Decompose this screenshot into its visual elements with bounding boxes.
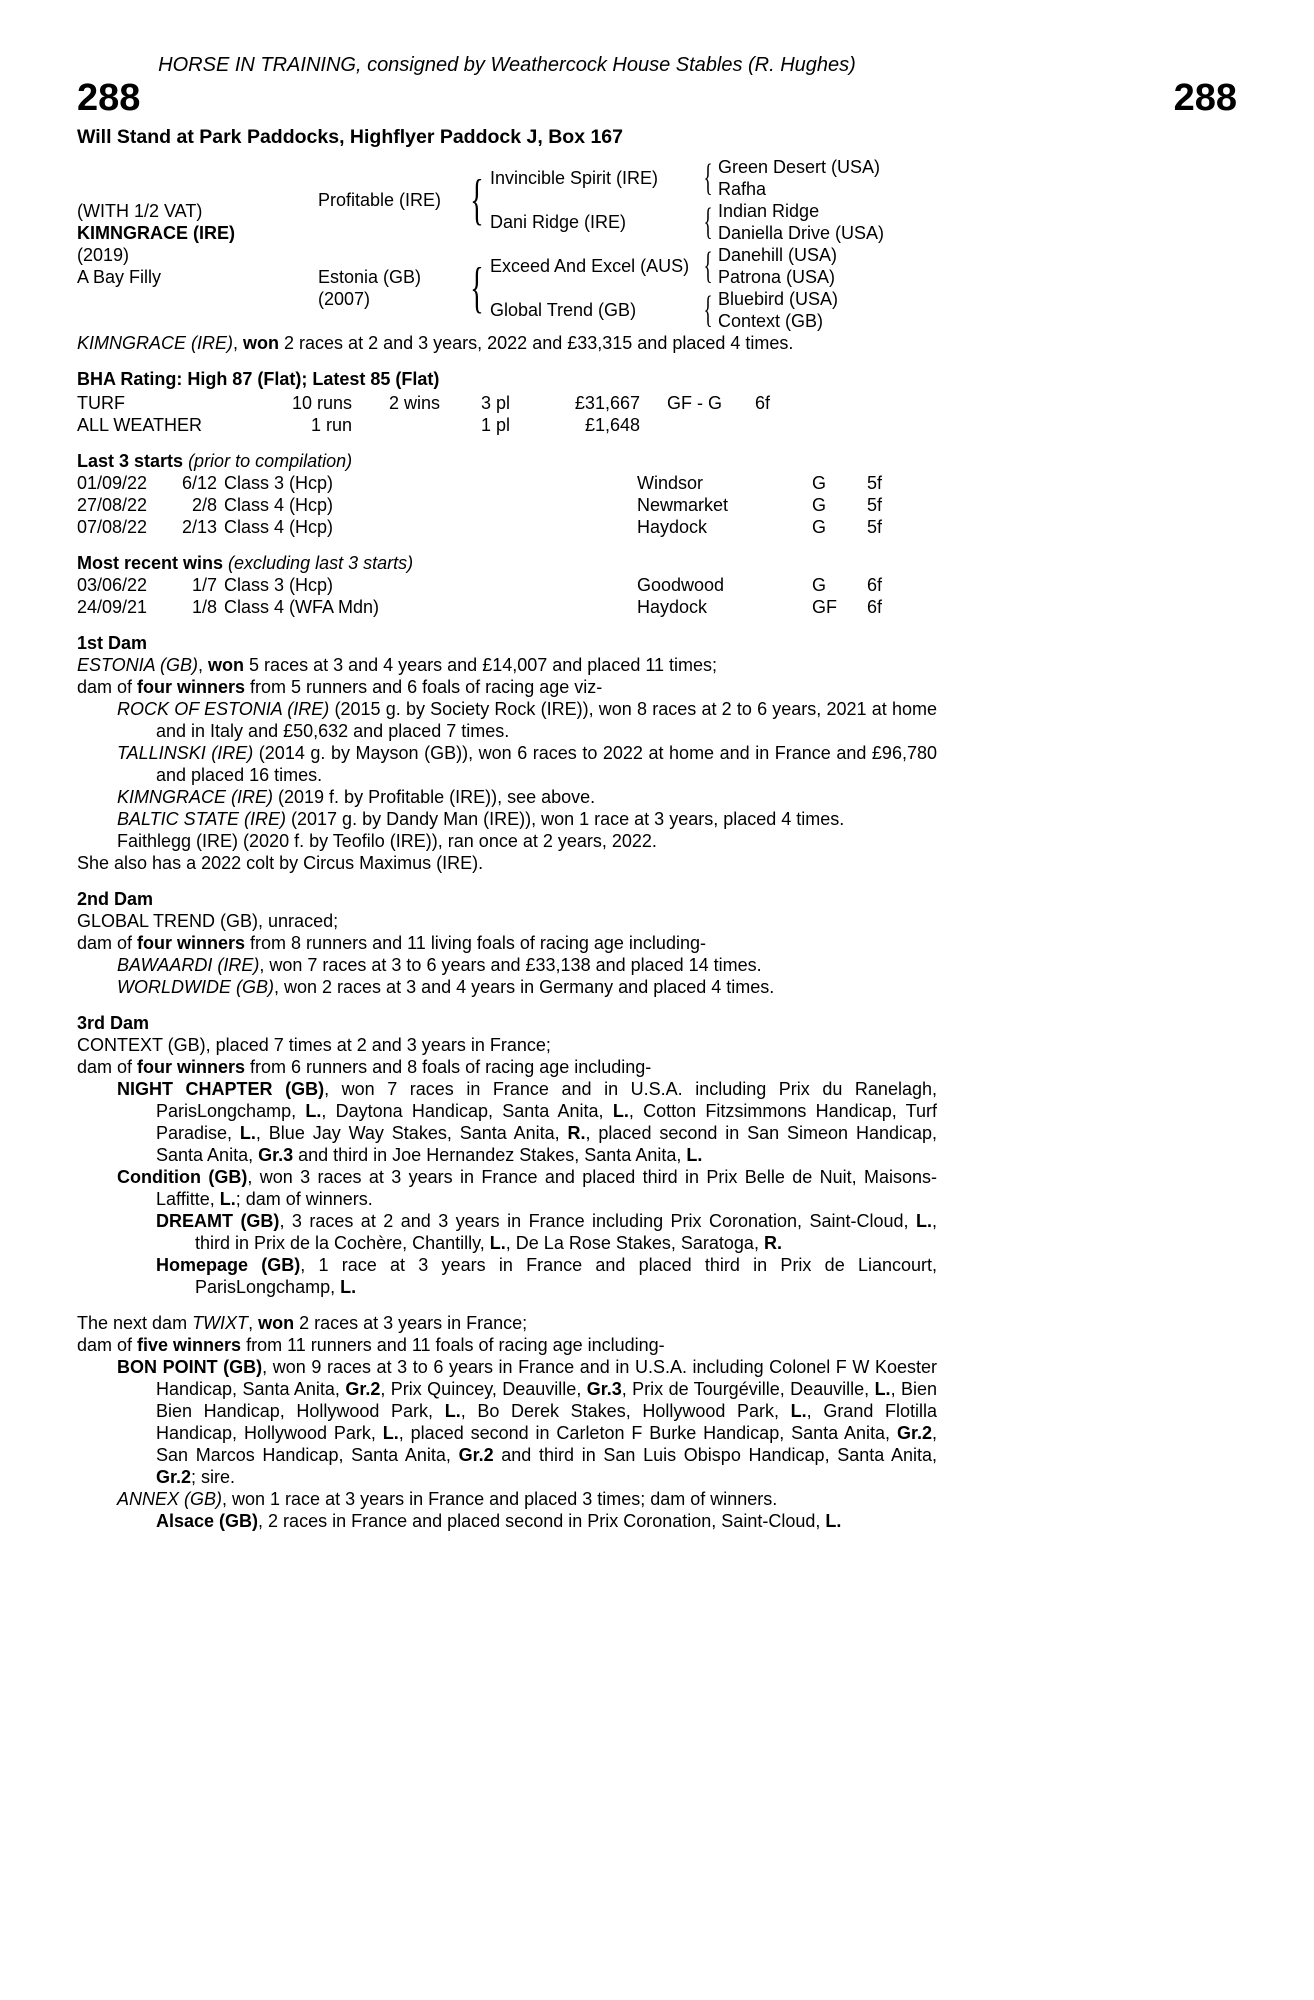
- race-class: Class 4 (WFA Mdn): [224, 597, 380, 617]
- stand-location: Will Stand at Park Paddocks, Highflyer Paddock J, Box 167: [77, 126, 623, 148]
- race-position: 1/8: [191, 597, 217, 617]
- race-distance: 5f: [867, 517, 883, 537]
- dam-race-record: CONTEXT (GB), placed 7 times at 2 and 3 years in France;: [77, 1035, 551, 1055]
- race-course: Haydock: [637, 517, 708, 537]
- progeny-entry: Condition (GB), won 3 races at 3 years in France and placed third in Prix Belle de Nuit, Maisons-Laffitte, L.; dam of winners.: [117, 1167, 937, 1209]
- great-grandparent-name: Daniella Drive (USA): [718, 223, 885, 243]
- record-runs: 1 run: [310, 415, 352, 435]
- race-record-table: [77, 392, 937, 436]
- progeny-entry: BAWAARDI (IRE), won 7 races at 3 to 6 years and £33,138 and placed 14 times.: [117, 955, 762, 975]
- race-course: Windsor: [637, 473, 704, 493]
- dam-race-record: GLOBAL TREND (GB), unraced;: [77, 911, 339, 931]
- great-grandparents: [718, 244, 937, 288]
- race-distance: 5f: [867, 495, 883, 515]
- progeny-entry: KIMNGRACE (IRE) (2019 f. by Profitable (IRE)), see above.: [117, 787, 596, 807]
- grandparent-branch: [490, 156, 937, 200]
- lot-row: [77, 78, 1237, 118]
- race-date: 03/06/22: [77, 575, 148, 595]
- progeny-entry: ROCK OF ESTONIA (IRE) (2015 g. by Society Rock (IRE)), won 8 races at 2 to 6 years, 2021 at home and in Italy and £50,632 and placed 7 times.: [117, 699, 937, 741]
- race-going: G: [812, 575, 827, 595]
- great-grandparent-name: Context (GB): [718, 311, 824, 331]
- race-class: Class 3 (Hcp): [224, 575, 334, 595]
- dam-note: She also has a 2022 colt by Circus Maximus (IRE).: [77, 853, 484, 873]
- recent-wins-table: [77, 574, 937, 618]
- dam-year-text: (2007): [318, 289, 371, 309]
- next-dam-section: [77, 1312, 937, 1532]
- great-grandparent-name: Indian Ridge: [718, 201, 820, 221]
- horse-name: KIMNGRACE (IRE): [77, 223, 235, 243]
- brace-icon: [703, 203, 713, 241]
- progeny-entry: BALTIC STATE (IRE) (2017 g. by Dandy Man (IRE)), won 1 race at 3 years, placed 4 times.: [117, 809, 845, 829]
- record-places: 3 pl: [480, 393, 510, 413]
- dam-branch: [318, 244, 937, 332]
- third-dam-heading: 3rd Dam: [77, 1013, 150, 1033]
- dam-produce-intro: dam of four winners from 8 runners and 11 living foals of racing age including-: [77, 933, 706, 953]
- progeny-entry: NIGHT CHAPTER (GB), won 7 races in France and in U.S.A. including Prix du Ranelagh, ParisLongchamp, L., Daytona Handicap, Santa Anita, L., Cotton Fitzsimmons Handicap, Turf Paradise, L., Blue Jay Way Stakes, Santa Anita, R., placed second in San Simeon Handicap, Santa Anita, Gr.3 and third in Joe Hernandez Stakes, Santa Anita, L.: [117, 1079, 937, 1165]
- race-distance: 6f: [867, 575, 883, 595]
- race-position: 1/7: [191, 575, 217, 595]
- sire-name: [318, 189, 464, 211]
- progeny-entry: BON POINT (GB), won 9 races at 3 to 6 years in France and in U.S.A. including Colonel F W Koester Handicap, Santa Anita, Gr.2, Prix Quincey, Deauville, Gr.3, Prix de Tourgéville, Deauville, L., Bien Bien Handicap, Hollywood Park, L., Bo Derek Stakes, Hollywood Park, L., Grand Flotilla Handicap, Hollywood Park, L., placed second in Carleton F Burke Handicap, Santa Anita, Gr.2, San Marcos Handicap, Santa Anita, Gr.2 and third in San Luis Obispo Handicap, Santa Anita, Gr.2; sire.: [117, 1357, 937, 1487]
- record-distance: [755, 414, 807, 436]
- race-position: 6/12: [181, 473, 217, 493]
- recent-wins-section: [77, 552, 937, 618]
- great-grandparents: [718, 156, 937, 200]
- progeny-entry: TALLINSKI (IRE) (2014 g. by Mayson (GB)), won 6 races to 2022 at home and in France and £96,780 and placed 16 times.: [117, 743, 937, 785]
- record-going: [640, 414, 755, 436]
- race-summary: KIMNGRACE (IRE), won 2 races at 2 and 3 years, 2022 and £33,315 and placed 4 times.: [77, 333, 794, 353]
- race-course: Goodwood: [637, 575, 725, 595]
- record-going: GF - G: [667, 393, 722, 413]
- grandparent-branch: [490, 200, 937, 244]
- recent-wins-heading: Most recent wins (excluding last 3 starts): [77, 553, 414, 573]
- record-earnings: £1,648: [584, 415, 640, 435]
- race-date: 24/09/21: [77, 597, 148, 617]
- first-dam-heading: 1st Dam: [77, 633, 148, 653]
- first-dam-section: [77, 632, 937, 874]
- race-going: G: [812, 517, 827, 537]
- grandparent-name: Dani Ridge (IRE): [490, 212, 627, 232]
- dam-race-record: ESTONIA (GB), won 5 races at 3 and 4 years and £14,007 and placed 11 times;: [77, 655, 718, 675]
- record-wins: [352, 414, 440, 436]
- record-wins: 2 wins: [388, 393, 440, 413]
- race-class: Class 3 (Hcp): [224, 473, 334, 493]
- brace-icon: [703, 291, 713, 329]
- record-earnings: £31,667: [574, 393, 640, 413]
- brace-icon: [471, 172, 484, 228]
- third-dam-section: [77, 1012, 937, 1298]
- last-starts-heading: Last 3 starts (prior to compilation): [77, 451, 353, 471]
- dam-produce-intro: dam of five winners from 11 runners and 11 foals of racing age including-: [77, 1335, 665, 1355]
- great-grandparent-name: Green Desert (USA): [718, 157, 881, 177]
- grandparent-branch: [490, 288, 937, 332]
- record-places: 1 pl: [480, 415, 510, 435]
- race-class: Class 4 (Hcp): [224, 517, 334, 537]
- lot-number-left: 288: [77, 77, 141, 119]
- dam-produce-intro: dam of four winners from 5 runners and 6 foals of racing age viz-: [77, 677, 603, 697]
- race-date: 01/09/22: [77, 473, 148, 493]
- great-grandparent-name: Patrona (USA): [718, 267, 836, 287]
- race-course: Haydock: [637, 597, 708, 617]
- grandparent-name: Global Trend (GB): [490, 300, 637, 320]
- sire-name-text: Profitable (IRE): [318, 190, 442, 210]
- vat-note: (WITH 1/2 VAT): [77, 201, 203, 221]
- race-position: 2/8: [191, 495, 217, 515]
- great-grandparent-name: Rafha: [718, 179, 767, 199]
- pedigree-tree: [318, 156, 937, 332]
- last-starts-table: [77, 472, 937, 538]
- last-starts-section: [77, 450, 937, 538]
- dam-grandparents: [490, 244, 937, 332]
- progeny-entry: WORLDWIDE (GB), won 2 races at 3 and 4 years in Germany and placed 4 times.: [117, 977, 775, 997]
- progeny-entry: Homepage (GB), 1 race at 3 years in France and placed third in Prix de Liancourt, ParisLongchamp, L.: [156, 1255, 938, 1297]
- progeny-entry: Faithlegg (IRE) (2020 f. by Teofilo (IRE)), ran once at 2 years, 2022.: [117, 831, 657, 851]
- sire-branch: [318, 156, 937, 244]
- second-dam-section: [77, 888, 937, 998]
- horse-description: A Bay Filly: [77, 267, 162, 287]
- page-header: HORSE IN TRAINING, consigned by Weathercock House Stables (R. Hughes): [158, 54, 856, 76]
- race-going: G: [812, 473, 827, 493]
- race-course: Newmarket: [637, 495, 729, 515]
- great-grandparents: [718, 288, 937, 332]
- second-dam-heading: 2nd Dam: [77, 889, 154, 909]
- race-class: Class 4 (Hcp): [224, 495, 334, 515]
- bha-rating: BHA Rating: High 87 (Flat); Latest 85 (Flat): [77, 369, 440, 389]
- lot-number-right: 288: [1173, 77, 1237, 119]
- record-distance: 6f: [755, 393, 771, 413]
- progeny-entry: ANNEX (GB), won 1 race at 3 years in France and placed 3 times; dam of winners.: [117, 1489, 778, 1509]
- grandparent-branch: [490, 244, 937, 288]
- race-distance: 6f: [867, 597, 883, 617]
- horse-foaling-year: (2019): [77, 245, 130, 265]
- progeny-entry: Alsace (GB), 2 races in France and placed second in Prix Coronation, Saint-Cloud, L.: [156, 1511, 842, 1531]
- race-distance: 5f: [867, 473, 883, 493]
- race-date: 27/08/22: [77, 495, 148, 515]
- record-surface: ALL WEATHER: [77, 415, 203, 435]
- dam-name: [318, 266, 464, 310]
- sire-grandparents: [490, 156, 937, 244]
- dam-produce-intro: dam of four winners from 6 runners and 8 foals of racing age including-: [77, 1057, 652, 1077]
- brace-icon: [703, 159, 713, 197]
- brace-icon: [471, 260, 484, 316]
- grandparent-name: Exceed And Excel (AUS): [490, 256, 690, 276]
- brace-icon: [703, 247, 713, 285]
- pedigree-subject: [77, 200, 318, 288]
- record-surface: TURF: [77, 393, 125, 413]
- grandparent-name: Invincible Spirit (IRE): [490, 168, 659, 188]
- pedigree-table: [77, 156, 937, 332]
- great-grandparents: [718, 200, 937, 244]
- great-grandparent-name: Danehill (USA): [718, 245, 838, 265]
- race-position: 2/13: [181, 517, 217, 537]
- record-runs: 10 runs: [291, 393, 352, 413]
- race-going: G: [812, 495, 827, 515]
- race-date: 07/08/22: [77, 517, 148, 537]
- race-going: GF: [812, 597, 837, 617]
- dam-race-record: The next dam TWIXT, won 2 races at 3 years in France;: [77, 1313, 528, 1333]
- dam-name-text: Estonia (GB): [318, 267, 422, 287]
- great-grandparent-name: Bluebird (USA): [718, 289, 839, 309]
- progeny-entry: DREAMT (GB), 3 races at 2 and 3 years in France including Prix Coronation, Saint-Cloud, L., third in Prix de la Cochère, Chantilly, L., De La Rose Stakes, Saratoga, R.: [156, 1211, 937, 1253]
